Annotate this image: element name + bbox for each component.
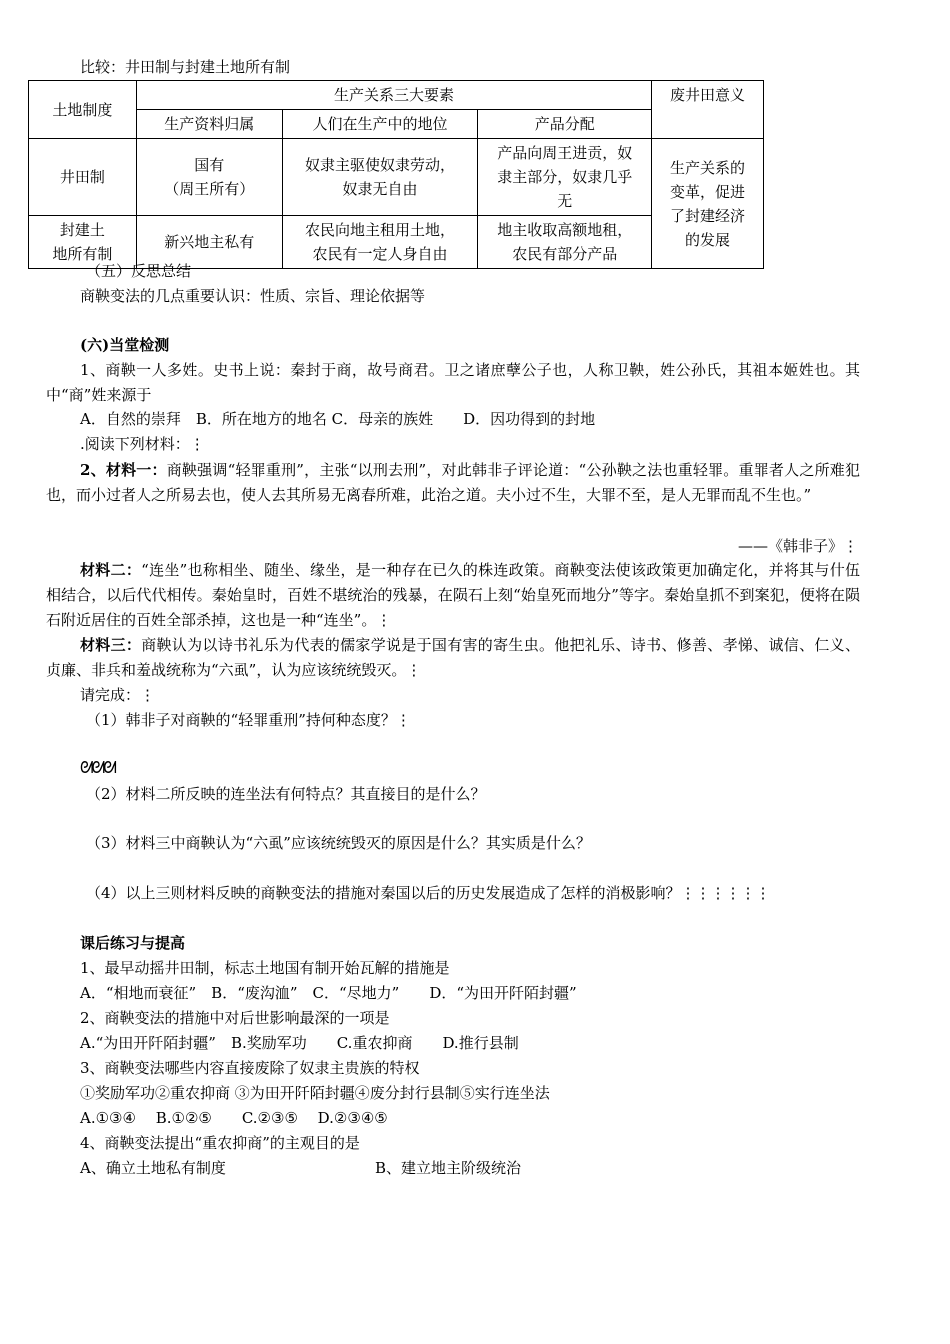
question-1: 1、商鞅一人多姓。史书上说：秦封于商，故号商君。卫之诸庶孽公子也，人称卫鞅，姓公孙氏，其祖本姬姓也。其中“商”姓来源于	[46, 361, 860, 404]
table-row	[29, 139, 764, 216]
material-2-text: “连坐”也称相坐、随坐、缘坐，是一种存在已久的株连政策。商鞅变法使该政策更加确定化，并将其与什伍相结合，以后代代相传。秦始皇时，百姓不堪统治的残暴，在陨石上刻“始皇死而地分”等字。秦始皇抓不到案犯，便将在陨石附近居住的百姓全部杀掉，这也是一种“连坐”。⋮	[46, 561, 860, 629]
question-1-options: A．自然的崇拜 B．所在地方的地名 C．母亲的族姓 D．因功得到的封地	[80, 410, 596, 428]
reflect-text: 商鞅变法的几点重要认识：性质、宗旨、理论依据等	[80, 287, 426, 305]
practice-1-options: A．“相地而衰征” B．“废沟洫” C．“尽地力” D．“为田开阡陌封疆”	[80, 984, 577, 1002]
reflect-heading: （五）反思总结	[86, 262, 192, 280]
cell-significance: 生产关系的 变革，促进 了封建经济 的发展	[652, 139, 764, 269]
header-significance: 废井田意义	[652, 81, 764, 139]
material-2	[46, 558, 860, 633]
practice-3: 3、商鞅变法哪些内容直接废除了奴隶主贵族的特权	[80, 1059, 420, 1077]
material-3	[46, 633, 860, 683]
practice-3-options: A.①③④ B.①②⑤ C.②③⑤ D.②③④⑤	[80, 1109, 388, 1127]
material-3-label: 材料三：	[80, 636, 142, 654]
complete-prompt: 请完成：⋮	[80, 686, 156, 704]
material-1-label: 2、材料一：	[80, 461, 167, 479]
sub-question-1: （1）韩非子对商鞅的“轻罪重刑”持何种态度？⋮	[86, 711, 411, 729]
check-heading: (六)当堂检测	[80, 336, 170, 354]
practice-3-items: ①奖励军功②重农抑商 ③为田开阡陌封疆④废分封行县制⑤实行连坐法	[80, 1084, 550, 1102]
cell-row2-position: 农民向地主租用土地， 农民有一定人身自由	[282, 216, 478, 269]
sub-question-4: （4）以上三则材料反映的商鞅变法的措施对秦国以后的历史发展造成了怎样的消极影响？⋮⋮⋮⋮⋮⋮	[86, 884, 771, 902]
practice-heading: 课后练习与提高	[80, 934, 186, 952]
material-2-label: 材料二：	[80, 561, 142, 579]
read-material-line: .阅读下列材料：⋮	[80, 435, 205, 453]
cell-row2-name: 封建土 地所有制	[29, 216, 137, 269]
practice-1: 1、最早动摇井田制，标志土地国有制开始瓦解的措施是	[80, 959, 450, 977]
header-position: 人们在生产中的地位	[282, 110, 478, 139]
practice-4: 4、商鞅变法提出“重农抑商”的主观目的是	[80, 1134, 360, 1152]
material-1-source: ——《韩非子》⋮	[737, 537, 858, 555]
header-production-relations: 生产关系三大要素	[136, 81, 651, 110]
cell-row1-position: 奴隶主驱使奴隶劳动， 奴隶无自由	[282, 139, 478, 216]
cell-row1-distribution: 产品向周王进贡，奴 隶主部分，奴隶几乎 无	[478, 139, 652, 216]
practice-2: 2、商鞅变法的措施中对后世影响最深的一项是	[80, 1009, 390, 1027]
cell-row1-ownership: 国有 （周王所有）	[136, 139, 282, 216]
cell-row2-ownership: 新兴地主私有	[136, 216, 282, 269]
compare-title: 比较：井田制与封建土地所有制	[80, 58, 291, 76]
material-1	[46, 458, 860, 508]
cell-row2-distribution: 地主收取高额地租， 农民有部分产品	[478, 216, 652, 269]
material-1-text: 商鞅强调“轻罪重刑”，主张“以刑去刑”，对此韩非子评论道：“公孙鞅之法也重轻罪。重罪者人之所难犯也，而小过者人之所易去也，使人去其所易无离春所难，此治之道。夫小过不生，大罪不至，是人无罪而乱不生也。”	[46, 461, 860, 504]
cell-row1-name: 井田制	[29, 139, 137, 216]
flourish-ornament: ᘛᘛᘛ	[80, 758, 115, 777]
material-3-text: 商鞅认为以诗书礼乐为代表的儒家学说是于国有害的寄生虫。他把礼乐、诗书、修善、孝悌、诚信、仁义、贞廉、非兵和羞战统称为“六虱”，认为应该统统毁灭。⋮	[46, 636, 860, 679]
header-distribution: 产品分配	[478, 110, 652, 139]
practice-2-options: A.“为田开阡陌封疆” B.奖励军功 C.重农抑商 D.推行县制	[80, 1034, 519, 1052]
comparison-table	[28, 80, 764, 269]
header-ownership: 生产资料归属	[136, 110, 282, 139]
practice-4-option-b: B、建立地主阶级统治	[375, 1159, 522, 1177]
sub-question-2: （2）材料二所反映的连坐法有何特点？其直接目的是什么？	[86, 785, 486, 803]
header-land-system: 土地制度	[29, 81, 137, 139]
practice-4-option-a: A、确立土地私有制度	[80, 1159, 226, 1177]
sub-question-3: （3）材料三中商鞅认为“六虱”应该统统毁灭的原因是什么？其实质是什么？	[86, 834, 591, 852]
